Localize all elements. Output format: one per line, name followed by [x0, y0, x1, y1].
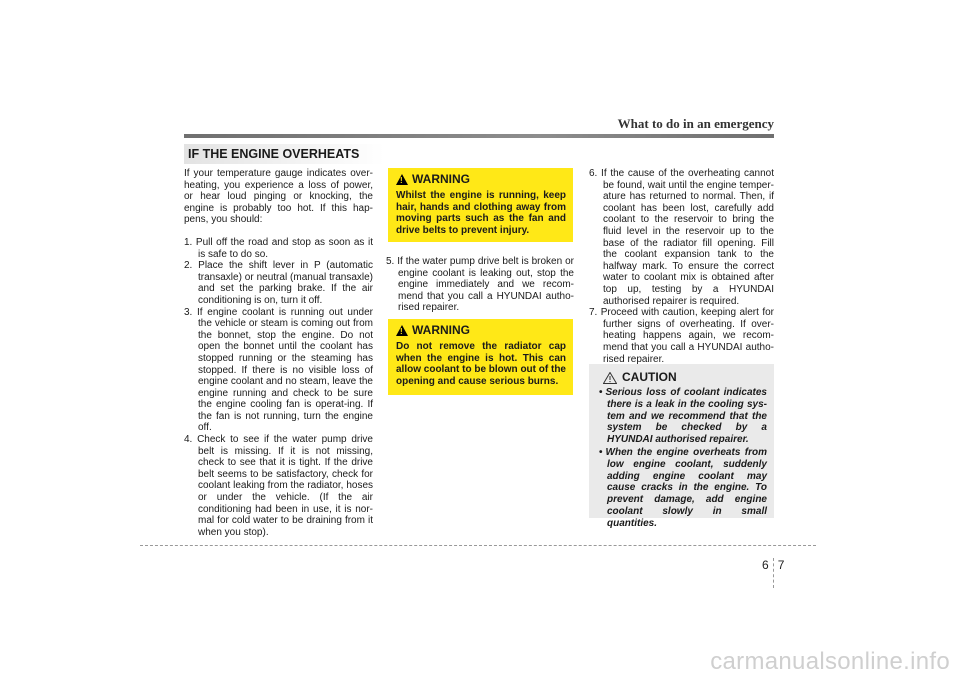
caution-triangle-icon [603, 372, 617, 384]
step-6: 6. If the cause of the overheating cannot be found, wait until the engine temper-ature has returned to normal. Then, if coolant has been lost, carefully add coolant to the reservoir to bring the fluid level in the reservoir up to the base of the radiator fill opening. Fill the coolant expansion tank to the halfway mark. To ensure the correct water to coolant mix is obtained after top up, testing by a HYUNDAI authorised repairer is required. [589, 168, 774, 307]
running-header-title: What to do in an emergency [617, 116, 774, 131]
step-2: 2. Place the shift lever in P (automatic transaxle) or neutral (manual transaxle) and set the parking brake. If the air conditioning is on, turn it off. [184, 260, 373, 306]
chapter-number: 6 [762, 558, 769, 572]
step-list-1 [184, 237, 373, 538]
section-heading: IF THE ENGINE OVERHEATS [184, 144, 384, 164]
intro-paragraph: If your temperature gauge indicates over-heating, you experience a loss of power, or hear loud pinging or knocking, the engine is probably too hot. If this hap-pens, you should: [184, 168, 373, 226]
column-3 [589, 168, 774, 365]
caution-bullet: • When the engine overheats from low engine coolant, suddenly adding engine coolant may cause cracks in the engine. To prevent damage, add engine coolant slowly in small quantities. [599, 446, 767, 529]
page-number-value: 7 [777, 558, 785, 572]
column-1 [184, 168, 373, 538]
caution-list [597, 387, 767, 530]
warning-box-fan [388, 168, 573, 242]
page-number [762, 550, 784, 580]
step-4: 4. Check to see if the water pump drive belt is missing. If it is not missing, check to see that it is tight. If the drive belt seems to be satisfactory, check for coolant leaking from the radiator, hoses or under the vehicle. (If the air conditioning had been in use, it is nor-mal for cold water to be draining from it when you stop). [184, 434, 373, 538]
caution-heading [603, 372, 767, 384]
caution-bullet: • Serious loss of coolant indicates there is a leak in the cooling sys-tem and we recommend that the system be checked by a HYUNDAI authorised repairer. [599, 387, 767, 446]
warning-title: WARNING [412, 172, 470, 186]
caution-box [589, 364, 774, 529]
step-1: 1. Pull off the road and stop as soon as it is safe to do so. [184, 236, 373, 260]
footer-rule [140, 545, 816, 546]
caution-bullet-text: Serious loss of coolant indicates there is a leak in the cooling sys-tem and we recommend that the system be checked by a HYUNDAI authorised repairer. [605, 387, 767, 446]
step-7: 7. Proceed with caution, keeping alert for further signs of overheating. If over-heating happens again, we recom-mend that you call a HYUNDAI autho-rised repairer. [589, 307, 774, 365]
step-list-3 [589, 168, 774, 365]
warning-text: Do not remove the radiator cap when the engine is hot. This can allow coolant to be blown out of the opening and cause serious burns. [396, 340, 566, 388]
warning-text: Whilst the engine is running, keep hair, hands and clothing away from moving parts such as the fan and drive belts to prevent injury. [396, 189, 566, 237]
watermark: carmanualsonline.info [710, 648, 950, 675]
warning-triangle-icon [396, 174, 408, 185]
warning-box-radiator [388, 319, 573, 395]
warning-title: WARNING [412, 323, 470, 337]
header-rule [184, 134, 774, 138]
step-5: 5. If the water pump drive belt is broken or engine coolant is leaking out, stop the engine immediately and we recom-mend that you call a HYUNDAI autho-rised repairer. [386, 256, 574, 314]
page-number-separator [773, 558, 774, 588]
warning-triangle-icon [396, 325, 408, 336]
step-3: 3. If engine coolant is running out under the vehicle or steam is coming out from the bonnet, stop the engine. Do not open the bonnet until the coolant has stopped running or the steaming has stopped. If there is no visible loss of engine coolant and no steam, leave the engine running and check to be sure the engine cooling fan is operat-ing. If the fan is not running, turn the engine off. [184, 306, 373, 434]
warning-heading [396, 325, 566, 337]
caution-bullet-text: When the engine overheats from low engine coolant, suddenly adding engine coolant may cause cracks in the engine. To prevent damage, add engine coolant slowly in small quantities. [605, 446, 767, 529]
caution-title: CAUTION [622, 370, 677, 385]
warning-heading [396, 174, 566, 186]
